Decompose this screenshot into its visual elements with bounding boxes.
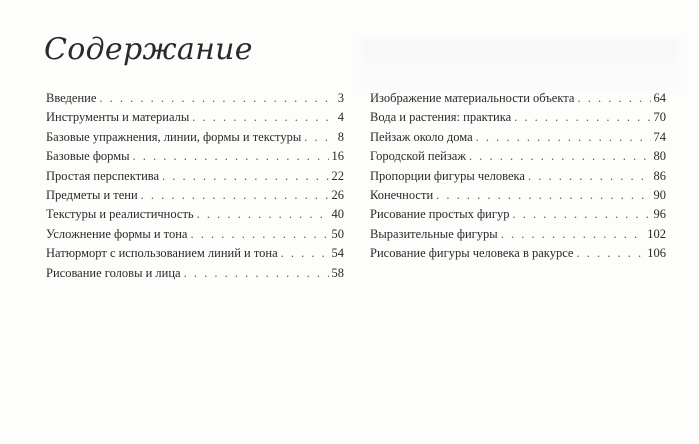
toc-entry [46, 186, 344, 205]
toc-entry-page: 40 [331, 207, 344, 222]
toc-entry-page: 70 [653, 110, 666, 125]
dot-leader [99, 89, 334, 108]
dot-leader [190, 225, 328, 244]
toc-entry-label: Выразительные фигуры [370, 226, 498, 241]
toc-entry-label: Рисование простых фигур [370, 207, 510, 222]
toc-entry [46, 147, 344, 166]
toc-entry-label: Пропорции фигуры человека [370, 168, 525, 183]
toc-entry [46, 264, 344, 283]
toc-entry-label: Введение [46, 91, 97, 105]
dot-leader [192, 108, 334, 127]
toc-entry-label: Инструменты и материалы [46, 110, 190, 125]
dot-leader [501, 225, 645, 244]
dot-leader [197, 205, 329, 224]
toc-entry-page: 8 [337, 129, 344, 144]
toc-entry-page: 102 [647, 226, 666, 241]
toc-entry-label: Натюрморт с использованием линий и тона [46, 246, 278, 261]
toc-entry-page: 90 [653, 187, 666, 202]
toc-entry-page: 86 [653, 168, 666, 183]
toc-entry-label: Простая перспектива [46, 168, 160, 183]
toc-entry-label: Усложнение формы и тона [46, 226, 188, 241]
toc-left-column [46, 89, 344, 283]
dot-leader [469, 147, 651, 166]
toc-entry-page: 54 [331, 246, 344, 261]
toc-entry [370, 167, 666, 186]
toc-entry-label: Базовые упражнения, линии, формы и текстуры [46, 129, 302, 144]
toc-entry [370, 89, 666, 108]
dot-leader [281, 244, 329, 263]
toc-entry-label: Городской пейзаж [370, 149, 466, 164]
toc-entry [370, 128, 666, 147]
show-through-smudge [360, 38, 680, 90]
dot-leader [141, 186, 329, 205]
toc-entry-label: Конечности [370, 187, 434, 202]
dot-leader [304, 128, 335, 147]
toc-entry [370, 244, 666, 263]
toc-entry [46, 108, 344, 127]
toc-entry-page: 4 [337, 110, 344, 125]
toc-entry [370, 147, 666, 166]
dot-leader [184, 264, 329, 283]
toc-entry [46, 167, 344, 186]
toc-entry-label: Базовые формы [46, 149, 130, 164]
toc-entry-label: Пейзаж около дома [370, 129, 473, 144]
toc-entry-page: 80 [653, 149, 666, 164]
toc-entry-label: Предметы и тени [46, 187, 138, 202]
dot-leader [577, 89, 650, 108]
toc-entry [46, 128, 344, 147]
dot-leader [162, 167, 328, 186]
toc-entry [46, 89, 344, 108]
toc-entry-page: 16 [331, 149, 344, 164]
toc-entry-page: 64 [653, 91, 666, 105]
dot-leader [133, 147, 329, 166]
toc-entry-page: 58 [331, 265, 344, 280]
toc-entry [370, 108, 666, 127]
toc-entry [46, 225, 344, 244]
toc-right-column [370, 89, 666, 264]
toc-entry [370, 205, 666, 224]
toc-entry-page: 22 [331, 168, 344, 183]
toc-entry-page: 26 [331, 187, 344, 202]
toc-entry [46, 244, 344, 263]
toc-entry-page: 3 [337, 91, 344, 105]
toc-entry-label: Вода и растения: практика [370, 110, 512, 125]
page-title: Содержание [44, 32, 253, 67]
toc-entry-label: Рисование фигуры человека в ракурсе [370, 246, 574, 261]
dot-leader [512, 205, 650, 224]
toc-entry [370, 186, 666, 205]
dot-leader [514, 108, 650, 127]
toc-entry [46, 205, 344, 224]
toc-entry-label: Рисование головы и лица [46, 265, 181, 280]
toc-entry-page: 106 [647, 246, 666, 261]
toc-entry-label: Изображение материальности объекта [370, 91, 575, 105]
toc-entry-page: 74 [653, 129, 666, 144]
dot-leader [476, 128, 651, 147]
toc-entry-page: 50 [331, 226, 344, 241]
toc-entry-page: 96 [653, 207, 666, 222]
toc-entry [370, 225, 666, 244]
dot-leader [576, 244, 644, 263]
dot-leader [528, 167, 651, 186]
dot-leader [436, 186, 650, 205]
toc-entry-label: Текстуры и реалистичность [46, 207, 194, 222]
